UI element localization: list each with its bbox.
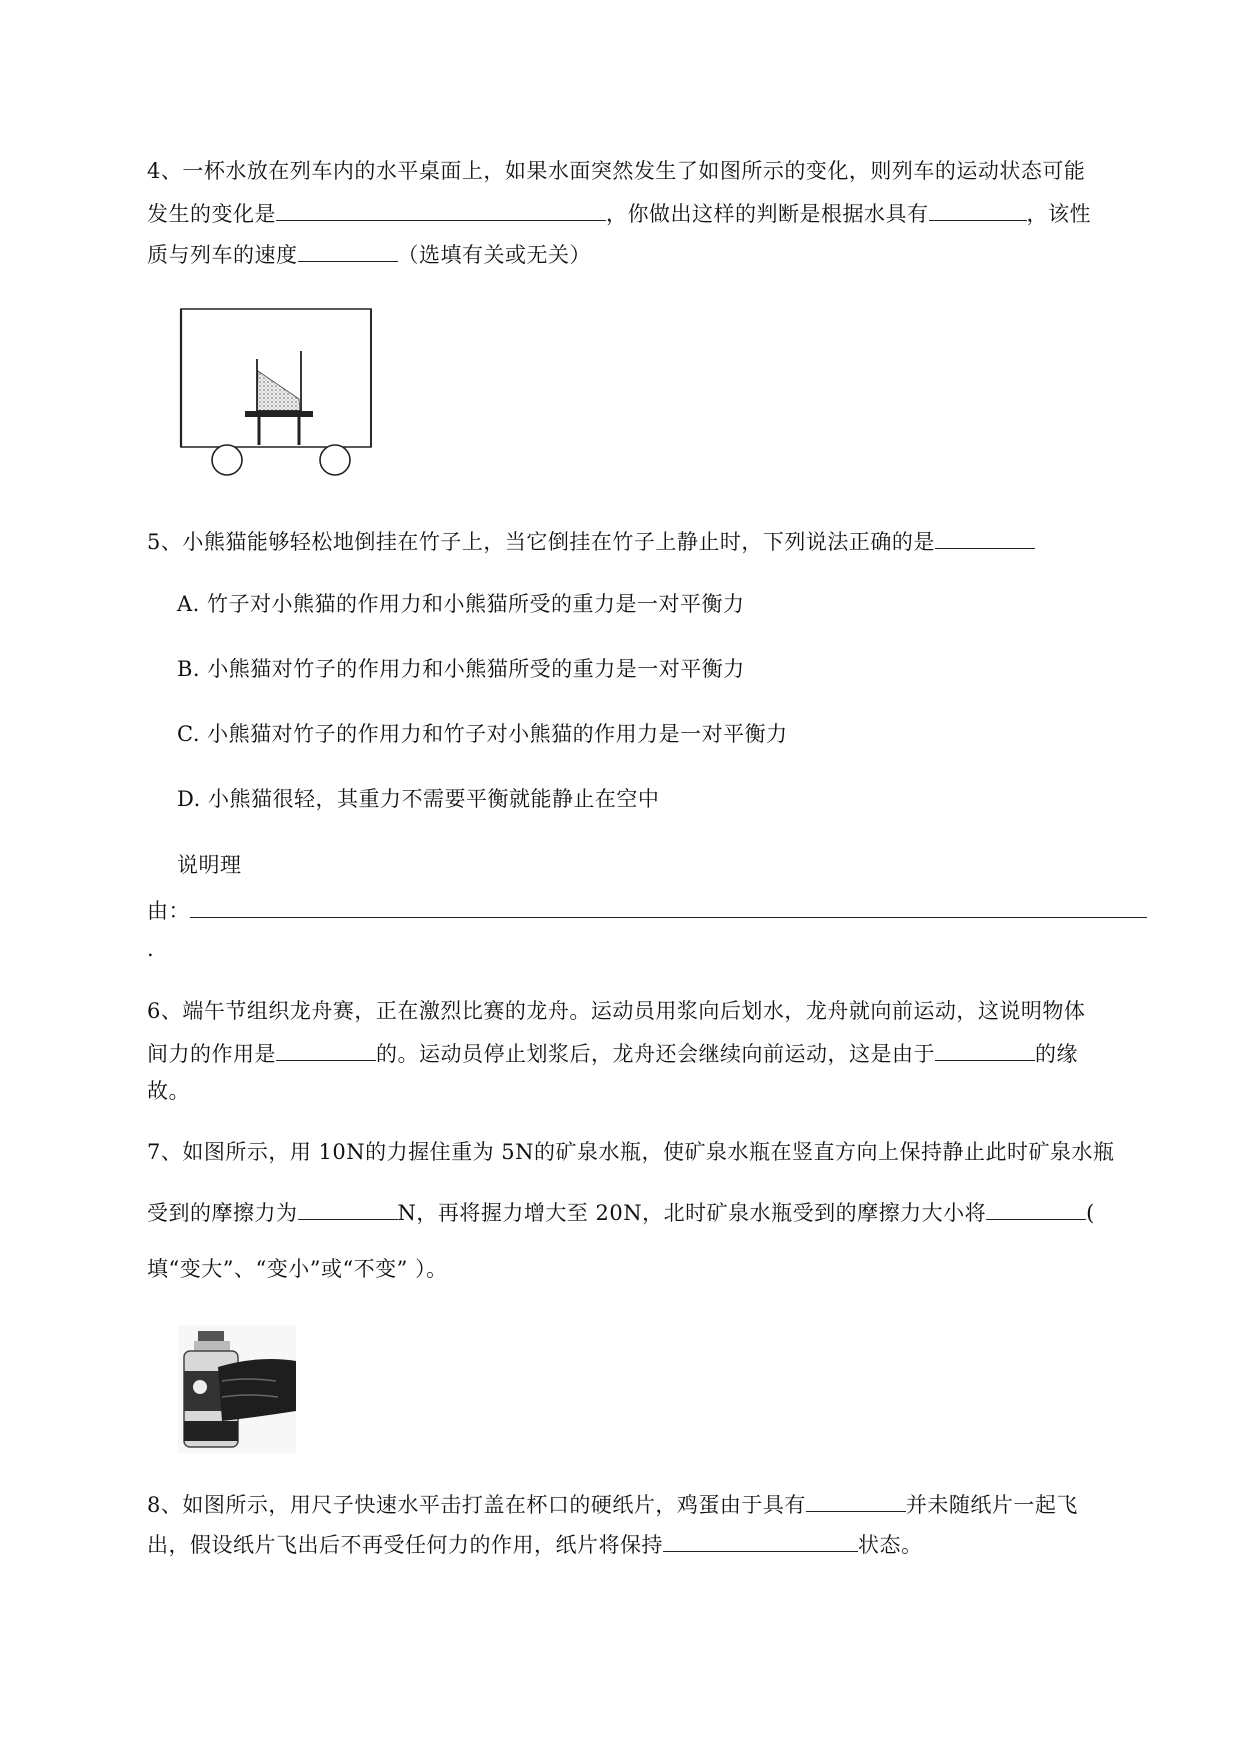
table-top	[245, 411, 313, 417]
q7-blank-2[interactable]	[986, 1195, 1086, 1220]
water-surface-tilted	[257, 371, 300, 411]
q4-line2: 发生的变化是 ，你做出这样的判断是根据水具有 ，该性	[147, 196, 1091, 229]
q4-blank-3[interactable]	[298, 237, 398, 262]
train-car-body	[181, 309, 371, 447]
q5-stem: 5、小熊猫能够轻松地倒挂在竹子上，当它倒挂在竹子上静止时，下列说法正确的是	[147, 524, 1035, 557]
train-wheel-left	[212, 445, 242, 475]
q5-reason-label: 说明理	[177, 853, 242, 877]
q4-blank-1[interactable]	[276, 196, 606, 221]
q6-blank-2[interactable]	[935, 1036, 1035, 1061]
q5-option-d: D. 小熊猫很轻，其重力不需要平衡就能静止在空中	[177, 787, 660, 811]
q5-reason-line: 由：	[147, 893, 1147, 926]
q4-line3: 质与列车的速度 （选填有关或无关）	[147, 237, 591, 270]
q5-option-a: A. 竹子对小熊猫的作用力和小熊猫所受的重力是一对平衡力	[177, 592, 745, 616]
q6-line1: 6、端午节组织龙舟赛，正在激烈比赛的龙舟。运动员用浆向后划水，龙舟就向前运动，这说明物体	[147, 999, 1086, 1023]
train-cup-figure	[175, 305, 385, 485]
q5-blank[interactable]	[935, 524, 1035, 549]
q6-line3: 故。	[147, 1079, 190, 1103]
q5-option-c: C. 小熊猫对竹子的作用力和竹子对小熊猫的作用力是一对平衡力	[177, 722, 788, 746]
q8-line1: 8、如图所示，用尺子快速水平击打盖在杯口的硬纸片，鸡蛋由于具有 并未随纸片一起飞	[147, 1487, 1078, 1520]
q8-blank-1[interactable]	[806, 1487, 906, 1512]
q7-blank-1[interactable]	[298, 1195, 398, 1220]
q8-line2: 出，假设纸片飞出后不再受任何力的作用，纸片将保持 状态。	[147, 1527, 923, 1560]
bottle-hand-figure	[178, 1325, 296, 1453]
q7-line3: 填“变大”、“变小”或“不变” ）。	[147, 1257, 448, 1281]
hand-gripping	[218, 1359, 296, 1421]
q5-reason-blank[interactable]	[190, 893, 1147, 918]
q4-blank-2[interactable]	[929, 196, 1027, 221]
q7-line1: 7、如图所示，用 10N的力握住重为 5N的矿泉水瓶，使矿泉水瓶在竖直方向上保持静止此时矿泉水瓶	[147, 1140, 1115, 1164]
q8-blank-2[interactable]	[663, 1527, 858, 1552]
q7-line2: 受到的摩擦力为 N，再将握力增大至 20N，北时矿泉水瓶受到的摩擦力大小将 (	[147, 1195, 1095, 1228]
bottle-cap	[198, 1331, 224, 1341]
train-wheel-right	[320, 445, 350, 475]
q6-line2: 间力的作用是 的。运动员停止划浆后，龙舟还会继续向前运动，这是由于 的缘	[147, 1036, 1078, 1069]
q4-line1: 4、一杯水放在列车内的水平桌面上，如果水面突然发生了如图所示的变化，则列车的运动状态可能	[147, 159, 1086, 183]
q5-option-b: B. 小熊猫对竹子的作用力和小熊猫所受的重力是一对平衡力	[177, 657, 745, 681]
q5-reason-end: .	[147, 937, 155, 961]
q6-blank-1[interactable]	[276, 1036, 376, 1061]
